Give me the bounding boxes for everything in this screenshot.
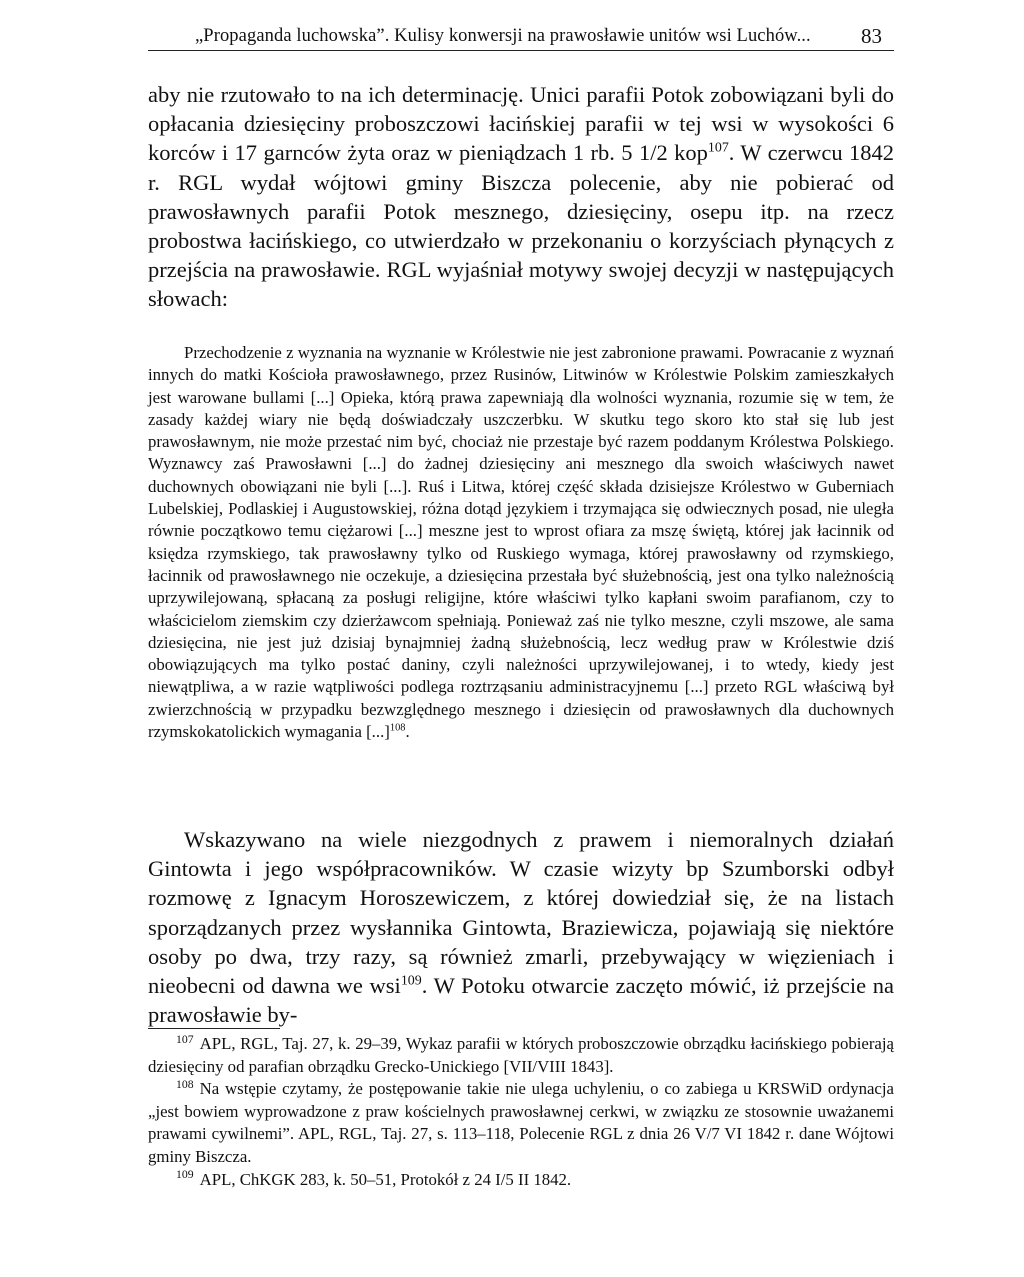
footnote-number: 107 (176, 1032, 194, 1046)
body-paragraph-2 (148, 825, 894, 1029)
running-header (148, 22, 894, 51)
footnote-separator (148, 1028, 280, 1029)
page-number: 83 (861, 24, 882, 48)
paragraph-text: aby nie rzutowało to na ich determinację. Unici parafii Potok zobowiązani byli do opłacania dziesięciny proboszczowi łacińskiej parafii w tej wsi w wysokości 6 korców i 17 garnców żyta oraz w pieniądzach 1 rb. 5 1/2 kop (148, 82, 894, 166)
quote-text: Przechodzenie z wyznania na wyznanie w Królestwie nie jest zabronione prawami. Powracanie z wyznań innych do matki Kościoła prawosławnego, przez Rusinów, Litwinów w Królestwie Polskim zamieszkałych jest warowane bullami [...] Opieka, którą prawa zapewniają dla wolności wyznania, rozumie się w tem, że zasady każdej wiary nie będą doświadczały uszczerbku. W skutku tego skoro kto stał się lub jest prawosławnym, nie może przestać nim być, chociaż nie przestaje być razem poddanym Królestwa Polskiego. Wyznawcy zaś Prawosławni [...] do żadnej dziesięciny ani mesznego dla swoich właściwych nawet duchownych obowiązani nie byli [...]. Ruś i Litwa, której część składa dzisiejsze Królestwo w Guberniach Lubelskiej, Podlaskiej i Augustowskiej, różna dotąd językiem i trzymająca się odwiecznych posad, nie uległa równie początkowo temu ciężarowi [...] meszne jest to wprost ofiara za mszę świętą, której jak łacinnik od księdza rzymskiego, tak prawosławny tylko od Ruskiego wymaga, której prawosławny od rzymskiego, łacinnik od prawosławnego nie oczekuje, a dziesięcina przestała być służebnością, jest ona tylko należnością uprzywilejowaną, spłacaną za posługi religijne, które właściwi tylko kapłani swoim parafianom, czy to właścicielom ziemskim czy dzierżawcom spełniają. Ponieważ zaś nie tylko meszne, czyli mszowe, ale sama dziesięcina, nie jest już dzisiaj bynajmniej żadną służebnością, lecz według praw w Królestwie dziś obowiązujących ma tylko postać daniny, czyli należności uprzywilejowanej, i to wtedy, kiedy jest niewątpliwa, a w razie wątpliwości podlega roztrząsaniu administracyjnemu [...] przeto RGL właściwą był zwierzchnością w przypadku bezwzględnego mesznego i dziesięcin od prawosławnych dla duchownych rzymskokatolickich wymagania [...] (148, 343, 894, 742)
footnote-text: APL, ChKGK 283, k. 50–51, Protokół z 24 I/5 II 1842. (199, 1169, 572, 1189)
footnote-text: APL, RGL, Taj. 27, k. 29–39, Wykaz parafii w których proboszczowie obrządku łacińskiego pobierają dziesięciny od parafian obrządku Grecko-Unickiego [VII/VIII 1843]. (148, 1034, 894, 1076)
block-quote (148, 342, 894, 743)
footnote-ref-108[interactable]: 108 (389, 722, 406, 734)
footnote-108 (148, 1078, 894, 1168)
paragraph-text: Wskazywano na wiele niezgodnych z prawem i niemoralnych działań Gintowta i jego współpracowników. W czasie wizyty bp Szumborski odbył rozmowę z Ignacym Horoszewiczem, z której dowiedział się, że na listach sporządzanych przez wysłannika Gintowta, Braziewicza, pojawiają się niektóre osoby po dwa, trzy razy, są również zmarli, przebywający w więzieniach i nieobecni od dawna we wsi (148, 827, 894, 999)
footnote-107 (148, 1033, 894, 1078)
footnote-ref-107[interactable]: 107 (707, 140, 729, 156)
paragraph-text: . W Potoku otwarcie zaczęto mówić, iż przejście na prawosławie by- (148, 973, 894, 1028)
footnotes (148, 1033, 894, 1191)
footnote-number: 108 (176, 1077, 194, 1091)
footnote-text: Na wstępie czytamy, że postępowanie takie nie ulega uchyleniu, o co zabiega u KRSWiD ordynacja „jest bowiem wyprowadzone z praw kościelnych prawosławnej cerkwi, w związku ze stosownie uważanemi prawami cywilnemi”. APL, RGL, Taj. 27, s. 113–118, Polecenie RGL z dnia 26 V/7 VI 1842 r. dane Wójtowi gminy Biszcza. (148, 1079, 894, 1166)
footnote-number: 109 (176, 1168, 194, 1182)
footnote-109 (148, 1169, 894, 1192)
footnote-ref-109[interactable]: 109 (400, 973, 422, 989)
paragraph-text: . W czerwcu 1842 r. RGL wydał wójtowi gminy Biszcza polecenie, aby nie pobierać od prawosławnych parafii Potok mesznego, dziesięciny, osepu itp. na rzecz probostwa łacińskiego, co utwierdzało w przekonaniu o korzyściach płynących z przejścia na prawosławie. RGL wyjaśniał motywy swojej decyzji w następujących słowach: (148, 140, 894, 312)
quote-end: . (405, 722, 410, 742)
running-title: „Propaganda luchowska”. Kulisy konwersji na prawosławie unitów wsi Luchów... (195, 26, 811, 46)
body-paragraph-1 (148, 80, 894, 314)
